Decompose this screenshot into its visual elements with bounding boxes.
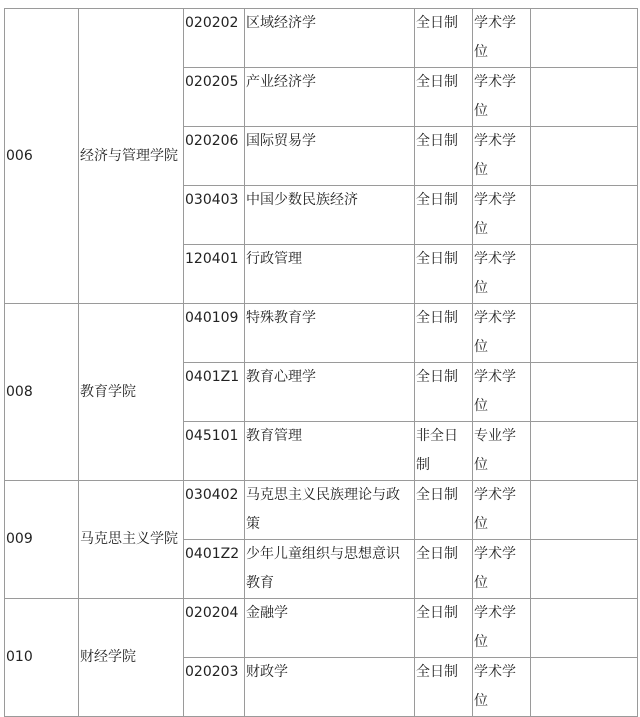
- study-mode: 全日制: [415, 245, 473, 304]
- major-name: 金融学: [245, 599, 415, 658]
- degree-type: 学术学位: [473, 186, 531, 245]
- major-name: 中国少数民族经济: [245, 186, 415, 245]
- college-name: 经济与管理学院: [79, 9, 184, 304]
- study-mode: 全日制: [415, 9, 473, 68]
- college-code: 010: [5, 599, 79, 717]
- major-name: 财政学: [245, 658, 415, 717]
- major-name: 产业经济学: [245, 68, 415, 127]
- major-name: 教育心理学: [245, 363, 415, 422]
- study-mode: 全日制: [415, 68, 473, 127]
- degree-type: 学术学位: [473, 9, 531, 68]
- major-code: 020204: [184, 599, 245, 658]
- extra-cell: [531, 422, 638, 481]
- major-code: 0401Z2: [184, 540, 245, 599]
- college-name: 教育学院: [79, 304, 184, 481]
- extra-cell: [531, 658, 638, 717]
- study-mode: 全日制: [415, 127, 473, 186]
- study-mode: 全日制: [415, 304, 473, 363]
- study-mode: 全日制: [415, 540, 473, 599]
- major-code: 020205: [184, 68, 245, 127]
- major-code: 030402: [184, 481, 245, 540]
- degree-type: 学术学位: [473, 245, 531, 304]
- extra-cell: [531, 363, 638, 422]
- major-name: 区域经济学: [245, 9, 415, 68]
- extra-cell: [531, 481, 638, 540]
- table-row: [5, 481, 638, 540]
- major-code: 0401Z1: [184, 363, 245, 422]
- degree-type: 学术学位: [473, 481, 531, 540]
- study-mode: 非全日制: [415, 422, 473, 481]
- degree-type: 学术学位: [473, 540, 531, 599]
- extra-cell: [531, 304, 638, 363]
- major-name: 行政管理: [245, 245, 415, 304]
- major-name: 特殊教育学: [245, 304, 415, 363]
- major-code: 020203: [184, 658, 245, 717]
- degree-type: 学术学位: [473, 127, 531, 186]
- college-code: 008: [5, 304, 79, 481]
- college-code: 009: [5, 481, 79, 599]
- extra-cell: [531, 245, 638, 304]
- extra-cell: [531, 599, 638, 658]
- table-row: [5, 599, 638, 658]
- major-name: 国际贸易学: [245, 127, 415, 186]
- major-code: 020202: [184, 9, 245, 68]
- degree-type: 学术学位: [473, 68, 531, 127]
- major-code: 120401: [184, 245, 245, 304]
- major-name: 少年儿童组织与思想意识教育: [245, 540, 415, 599]
- study-mode: 全日制: [415, 658, 473, 717]
- college-name: 财经学院: [79, 599, 184, 717]
- majors-table: [4, 8, 638, 717]
- study-mode: 全日制: [415, 363, 473, 422]
- degree-type: 学术学位: [473, 363, 531, 422]
- major-name: 马克思主义民族理论与政策: [245, 481, 415, 540]
- major-code: 045101: [184, 422, 245, 481]
- study-mode: 全日制: [415, 186, 473, 245]
- table-row: [5, 304, 638, 363]
- table-row: [5, 9, 638, 68]
- major-code: 040109: [184, 304, 245, 363]
- major-code: 020206: [184, 127, 245, 186]
- degree-type: 学术学位: [473, 658, 531, 717]
- major-code: 030403: [184, 186, 245, 245]
- extra-cell: [531, 9, 638, 68]
- extra-cell: [531, 186, 638, 245]
- study-mode: 全日制: [415, 481, 473, 540]
- extra-cell: [531, 540, 638, 599]
- study-mode: 全日制: [415, 599, 473, 658]
- degree-type: 学术学位: [473, 304, 531, 363]
- major-name: 教育管理: [245, 422, 415, 481]
- majors-table-body: [5, 9, 638, 717]
- college-code: 006: [5, 9, 79, 304]
- college-name: 马克思主义学院: [79, 481, 184, 599]
- degree-type: 学术学位: [473, 599, 531, 658]
- degree-type: 专业学位: [473, 422, 531, 481]
- extra-cell: [531, 127, 638, 186]
- extra-cell: [531, 68, 638, 127]
